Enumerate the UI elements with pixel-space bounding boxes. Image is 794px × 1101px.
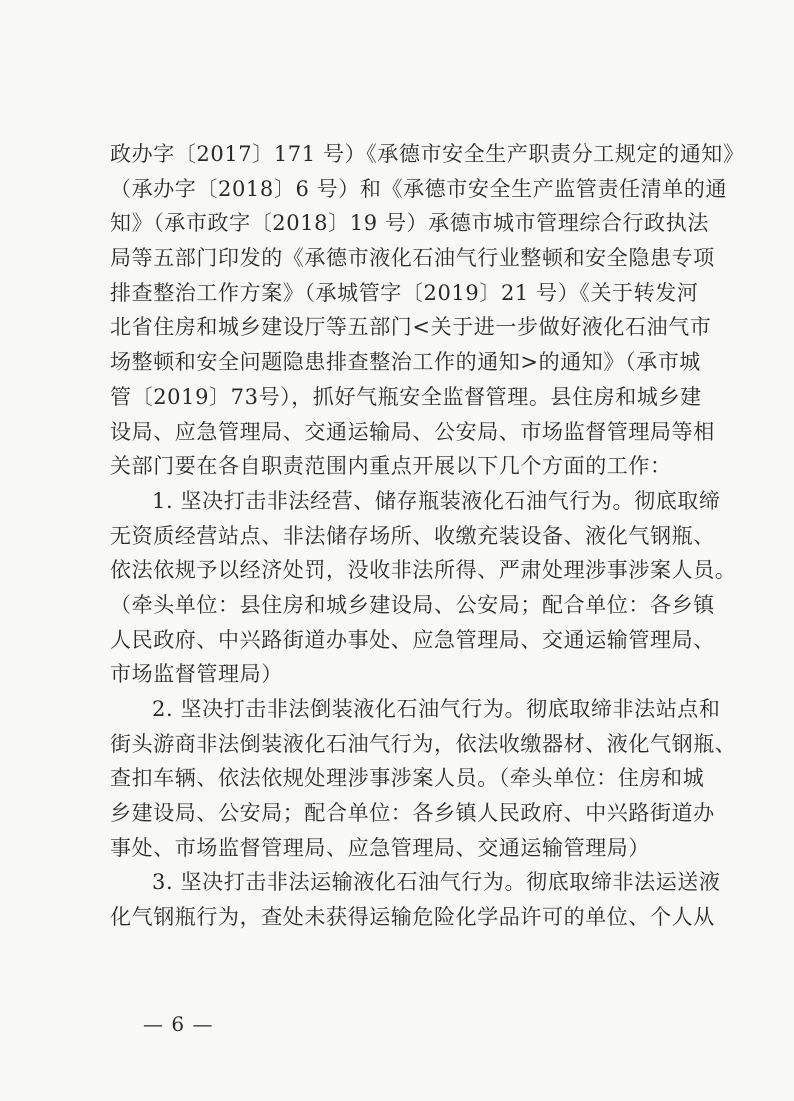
body-text (110, 137, 745, 935)
text-line: 化气钢瓶行为，查处未获得运输危险化学品许可的单位、个人从 (110, 905, 715, 930)
text-line: 街头游商非法倒装液化石油气行为，依法收缴器材、液化气钢瓶、 (110, 731, 737, 756)
text-line: 关部门要在各自职责范围内重点开展以下几个方面的工作： (110, 454, 672, 479)
text-line: 设局、应急管理局、交通运输局、公安局、市场监督管理局等相 (110, 419, 715, 444)
text-line: 管〔2019〕73号），抓好气瓶安全监督管理。县住房和城乡建 (110, 384, 702, 409)
page-number: — 6 — (143, 1012, 214, 1036)
text-line: 依法依规予以经济处罚，没收非法所得、严肃处理涉事涉案人员。 (110, 558, 737, 583)
paragraph-2-start: 2. 坚决打击非法倒装液化石油气行为。彻底取缔非法站点和 (152, 697, 721, 721)
text-line: 局等五部门印发的《承德市液化石油气行业整顿和安全隐患专项 (110, 246, 715, 271)
text-line: 乡建设局、公安局；配合单位：各乡镇人民政府、中兴路街道办 (110, 801, 715, 826)
text-line: 无资质经营站点、非法储存场所、收缴充装设备、液化气钢瓶、 (110, 523, 715, 548)
text-line: 人民政府、中兴路街道办事处、应急管理局、交通运输管理局、 (110, 627, 715, 652)
text-line: 查扣车辆、依法依规处理涉事涉案人员。（牵头单位：住房和城 (110, 766, 705, 791)
text-line: 知》（承市政字〔2018〕19 号）承德市城市管理综合行政执法 (110, 211, 709, 236)
text-line: 事处、市场监督管理局、应急管理局、交通运输管理局） (110, 835, 650, 860)
paragraph-1-start: 1. 坚决打击非法经营、储存瓶装液化石油气行为。彻底取缔 (152, 488, 721, 513)
text-line: （牵头单位：县住房和城乡建设局、公安局；配合单位：各乡镇 (110, 592, 715, 617)
text-line: （承办字〔2018〕6 号）和《承德市安全生产监管责任清单的通 (110, 176, 728, 201)
text-line: 政办字〔2017〕171 号）《承德市安全生产职责分工规定的通知》 (110, 142, 745, 166)
text-line: 场整顿和安全问题隐患排查整治工作的通知>的通知》（承市城 (110, 350, 701, 375)
text-line: 北省住房和城乡建设厅等五部门<关于进一步做好液化石油气市 (110, 315, 712, 340)
text-line: 排查整治工作方案》（承城管字〔2019〕21 号）《关于转发河 (110, 280, 699, 305)
text-line: 市场监督管理局） (110, 662, 283, 687)
paragraph-3-start: 3. 坚决打击非法运输液化石油气行为。彻底取缔非法运送液 (152, 870, 721, 895)
